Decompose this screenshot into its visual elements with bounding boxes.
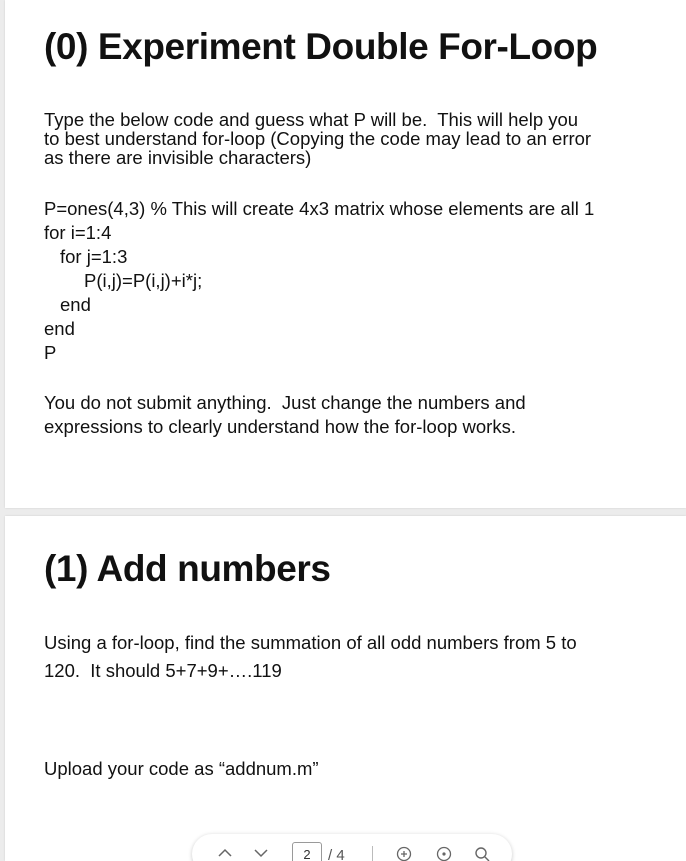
pdf-toolbar (192, 834, 512, 861)
document-page-2 (5, 516, 686, 861)
code-example (44, 197, 594, 365)
page-number-input[interactable] (292, 842, 322, 861)
code-line: P (44, 342, 57, 363)
section-heading-1: (1) Add numbers (44, 548, 331, 589)
total-pages-label: / 4 (328, 847, 345, 861)
code-line: P(i,j)=P(i,j)+i*j; (84, 270, 203, 291)
code-line: for j=1:3 (60, 246, 128, 267)
chevron-down-icon[interactable] (254, 848, 268, 858)
code-line: P=ones(4,3) % This will create 4x3 matrix whose elements are all 1 (44, 198, 595, 219)
search-icon[interactable] (474, 846, 490, 861)
intro-paragraph (44, 110, 654, 167)
outro-line: expressions to clearly understand how the for-loop works. (44, 416, 516, 437)
fit-page-icon[interactable] (436, 846, 452, 861)
outro-paragraph (44, 391, 654, 439)
code-line: for i=1:4 (44, 222, 112, 243)
code-line: end (44, 318, 75, 339)
task-line: Using a for-loop, find the summation of all odd numbers from 5 to (44, 632, 577, 653)
document-page-1 (5, 0, 686, 508)
intro-line: Type the below code and guess what P will be. This will help you (44, 109, 579, 130)
upload-instruction: Upload your code as “addnum.m” (44, 758, 319, 779)
section-heading-0: (0) Experiment Double For-Loop (44, 26, 598, 67)
toolbar-divider (372, 846, 373, 861)
outro-line: You do not submit anything. Just change the numbers and (44, 392, 526, 413)
zoom-in-icon[interactable] (396, 846, 412, 861)
chevron-up-icon[interactable] (218, 848, 232, 858)
task-line: 120. It should 5+7+9+….119 (44, 660, 282, 681)
code-line: end (60, 294, 91, 315)
intro-line: to best understand for-loop (Copying the code may lead to an error (44, 128, 592, 149)
task-paragraph (44, 629, 654, 685)
intro-line: as there are invisible characters) (44, 147, 312, 168)
